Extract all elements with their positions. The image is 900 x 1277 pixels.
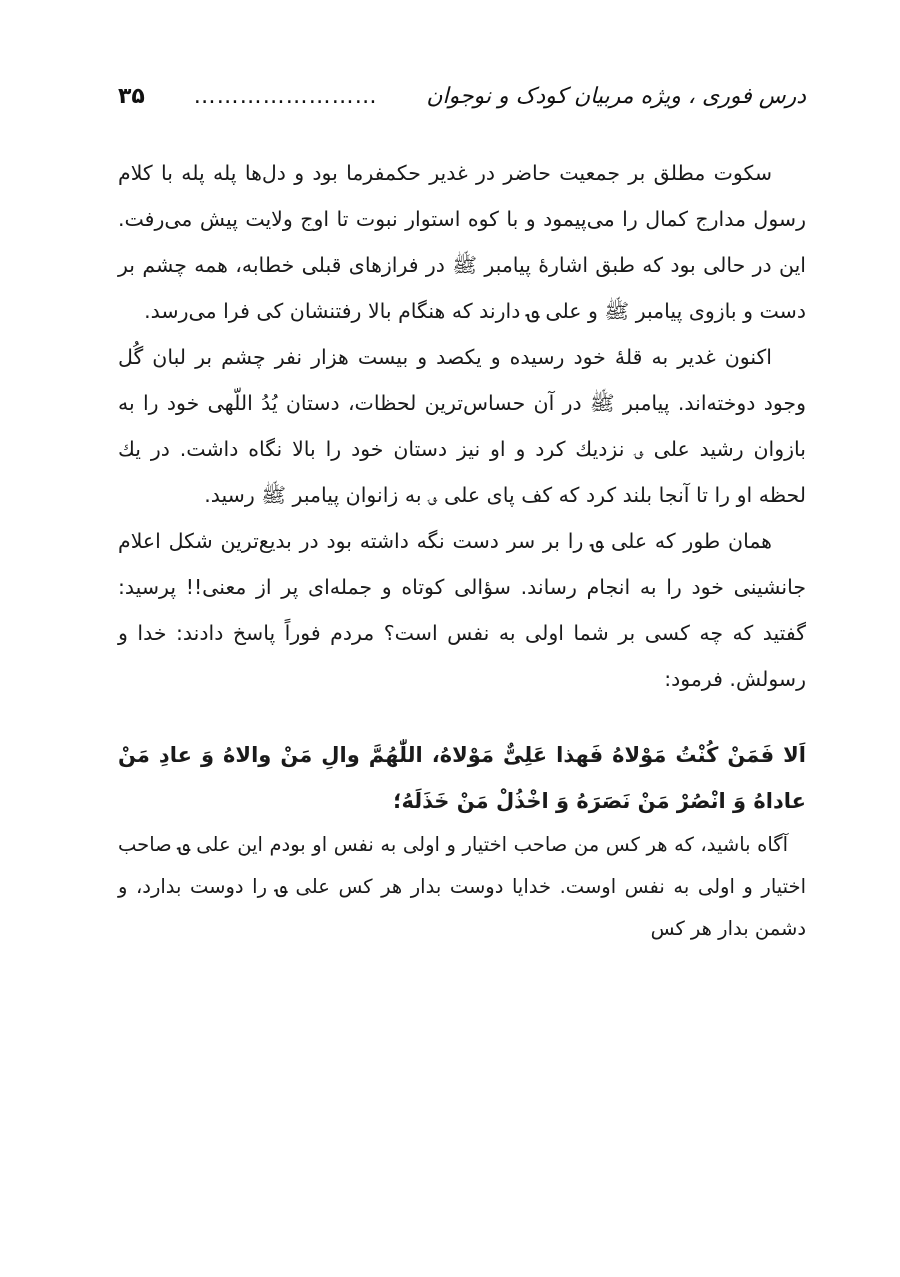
paragraph-2: اکنون غدیر به قلهٔ خود رسیده و یکصد و بیست هزار نفر چشم بر لبان گُل وجود دوخته‌اند. پیامبر ﷺ در آن حساس‌ترین لحظات، دستان یُدُ اللّهی خود را به بازوان رشید علی ؈ نزدیك کرد و او نیز دستان خود را بالا نگاه داشت. در یك لحظه او را تا آنجا بلند کرد که کف پای علی ؈ به زانوان پیامبر ﷺ رسید. [118, 345, 806, 507]
verse-translation: آگاه باشید، که هر کس من صاحب اختیار و اولی به نفس او بودم این علی ؈ صاحب اختیار و اولی به نفس اوست. خدایا دوست بدار هر کس علی ؈ را دوست بدارد، و دشمن بدار هر کس [118, 833, 806, 940]
page-body [118, 150, 806, 950]
header-title: درس فوری ، ویژه مربیان کودک و نوجوان [426, 84, 806, 109]
running-header [118, 84, 806, 109]
arabic-verse: اَلا فَمَنْ کُنْتُ مَوْلاهُ فَهذا عَلِیٌّ مَوْلاهُ، اللّٰهُمَّ والِ مَنْ والاهُ وَ عادِ مَنْ عاداهُ وَ انْصُرْ مَنْ نَصَرَهُ وَ اخْذُلْ مَنْ خَذَلَهُ؛ [118, 743, 806, 813]
paragraph-1: سکوت مطلق بر جمعیت حاضر در غدیر حکمفرما بود و دل‌ها پله پله با کلام رسول مدارج کمال را می‌پیمود و با کوه استوار نبوت تا اوج ولایت پیش می‌رفت. این در حالی بود که طبق اشارهٔ پیامبر ﷺ در فرازهای قبلی خطابه، همه چشم بر دست و بازوی پیامبر ﷺ و علی ؈ دارند که هنگام بالا رفتنشان کی فرا می‌رسد. [118, 161, 806, 323]
header-leader-dots: …………………… [193, 84, 378, 109]
paragraph-3: همان طور که علی ؈ را بر سر دست نگه داشته بود در بدیع‌ترین شکل اعلام جانشینی خود را به انجام رساند. سؤالی کوتاه و جمله‌ای پر از معنی!! پرسید: گفتید که چه کسی بر شما اولی به نفس است؟ مردم فوراً پاسخ دادند: خدا و رسولش. فرمود: [118, 529, 806, 691]
page-number: ۳۵ [118, 84, 145, 109]
book-page [118, 0, 806, 1277]
